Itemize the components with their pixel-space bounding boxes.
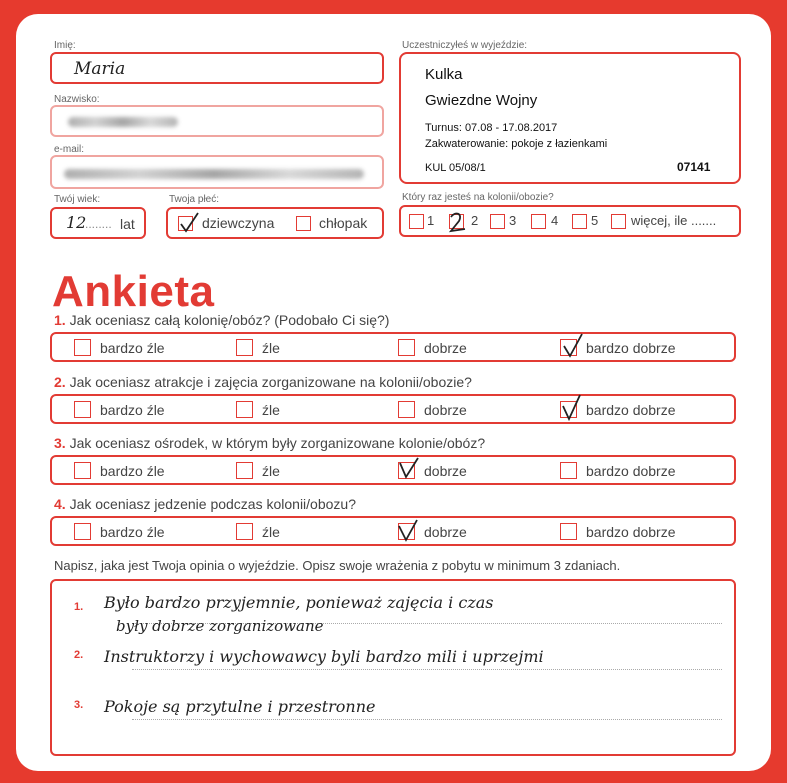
survey-sheet: [16, 14, 771, 771]
check-mark-icon: [178, 211, 202, 235]
q1-checkbox-very-bad[interactable]: [74, 339, 91, 356]
camp-line-2: Gwiezdne Wojny: [425, 92, 538, 109]
q1-option-bad: źle: [262, 340, 280, 356]
opinion-answer-2: Instruktorzy i wychowawcy byli bardzo mili i uprzejmi: [104, 647, 544, 666]
times-option-2: 2: [471, 213, 479, 228]
q4-option-bad: źle: [262, 524, 280, 540]
q4-checkbox-very-good[interactable]: [560, 523, 577, 540]
q2-checkbox-bad[interactable]: [236, 401, 253, 418]
times-option-3: 3: [509, 213, 517, 228]
email-label: e-mail:: [54, 144, 85, 155]
question-2-options: [50, 394, 736, 424]
email-field[interactable]: [50, 155, 384, 189]
opinion-answer-1a: Było bardzo przyjemnie, ponieważ zajęcia i czas: [104, 593, 494, 612]
email-redacted: [64, 169, 364, 179]
surname-redacted: [68, 117, 178, 127]
gender-label: Twoja płeć:: [169, 194, 220, 205]
times-checkbox-4[interactable]: [531, 214, 546, 229]
surname-field[interactable]: [50, 105, 384, 137]
name-field[interactable]: [50, 52, 384, 84]
q1-option-good: dobrze: [424, 340, 467, 356]
q2-checkbox-very-bad[interactable]: [74, 401, 91, 418]
check-mark-icon: [396, 455, 422, 483]
question-4-options: [50, 516, 736, 546]
check-mark-icon: [445, 209, 471, 235]
surname-label: Nazwisko:: [54, 94, 100, 105]
opinion-line-number-1: 1.: [74, 601, 84, 613]
name-label: Imię:: [54, 40, 76, 51]
opinion-line-number-2: 2.: [74, 649, 84, 661]
times-option-5: 5: [591, 213, 599, 228]
q2-option-bad: źle: [262, 402, 280, 418]
camp-line-1: Kulka: [425, 66, 463, 83]
q2-option-very-good: bardzo dobrze: [586, 402, 676, 418]
camp-id: 07141: [677, 160, 711, 174]
q1-checkbox-good[interactable]: [398, 339, 415, 356]
camp-label: Uczestniczyłeś w wyjeździe:: [402, 40, 528, 51]
times-checkbox-1[interactable]: [409, 214, 424, 229]
q1-option-very-good: bardzo dobrze: [586, 340, 676, 356]
opinion-prompt: Napisz, jaka jest Twoja opinia o wyjeździe. Opisz swoje wrażenia z pobytu w minimum 3 zdaniach.: [54, 558, 621, 573]
check-mark-icon: [558, 394, 584, 422]
q4-option-good: dobrze: [424, 524, 467, 540]
camp-turnus: Turnus: 07.08 - 17.08.2017: [425, 122, 558, 134]
times-option-1: 1: [427, 213, 435, 228]
age-field[interactable]: [50, 207, 146, 239]
q4-checkbox-bad[interactable]: [236, 523, 253, 540]
camp-accommodation: Zakwaterowanie: pokoje z łazienkami: [425, 138, 608, 150]
q2-option-very-bad: bardzo źle: [100, 402, 165, 418]
opinion-line-number-3: 3.: [74, 699, 84, 711]
opinion-answer-1b: były dobrze zorganizowane: [116, 617, 324, 635]
gender-option-boy: chłopak: [319, 215, 368, 231]
times-checkbox-5[interactable]: [572, 214, 587, 229]
age-label: Twój wiek:: [54, 194, 101, 205]
q3-checkbox-very-bad[interactable]: [74, 462, 91, 479]
times-checkbox-more[interactable]: [611, 214, 626, 229]
question-3-options: [50, 455, 736, 485]
ruled-line: [132, 719, 722, 720]
q3-option-bad: źle: [262, 463, 280, 479]
q2-option-good: dobrze: [424, 402, 467, 418]
ruled-line: [132, 669, 722, 670]
q4-option-very-good: bardzo dobrze: [586, 524, 676, 540]
times-option-more: więcej, ile .......: [631, 213, 717, 228]
gender-checkbox-boy[interactable]: [296, 216, 311, 231]
gender-field: [166, 207, 384, 239]
gender-option-girl: dziewczyna: [202, 215, 275, 231]
age-dots: ........: [85, 217, 112, 231]
times-option-4: 4: [551, 213, 559, 228]
q3-checkbox-bad[interactable]: [236, 462, 253, 479]
times-checkbox-3[interactable]: [490, 214, 505, 229]
opinion-answer-3: Pokoje są przytulne i przestronne: [104, 697, 376, 716]
q4-checkbox-very-bad[interactable]: [74, 523, 91, 540]
age-unit: lat: [120, 216, 135, 232]
q4-option-very-bad: bardzo źle: [100, 524, 165, 540]
question-3: 3. Jak oceniasz ośrodek, w którym były zorganizowane kolonie/obóz?: [54, 435, 486, 451]
check-mark-icon: [560, 332, 586, 360]
q2-checkbox-good[interactable]: [398, 401, 415, 418]
name-value: Maria: [74, 59, 126, 79]
times-label: Który raz jesteś na kolonii/obozie?: [402, 192, 554, 203]
survey-title: Ankieta: [52, 267, 215, 316]
question-4: 4. Jak oceniasz jedzenie podczas kolonii/obozu?: [54, 496, 356, 512]
question-1-options: [50, 332, 736, 362]
q3-option-good: dobrze: [424, 463, 467, 479]
camp-info-box: [399, 52, 741, 184]
q1-checkbox-bad[interactable]: [236, 339, 253, 356]
camp-code: KUL 05/08/1: [425, 162, 486, 174]
question-2: 2. Jak oceniasz atrakcje i zajęcia zorganizowane na kolonii/obozie?: [54, 374, 472, 390]
q3-option-very-bad: bardzo źle: [100, 463, 165, 479]
q1-option-very-bad: bardzo źle: [100, 340, 165, 356]
check-mark-icon: [396, 516, 422, 544]
times-field: [399, 205, 741, 237]
age-value: 12: [66, 213, 87, 232]
opinion-text-area[interactable]: [50, 579, 736, 756]
q3-option-very-good: bardzo dobrze: [586, 463, 676, 479]
question-1: 1. Jak oceniasz całą kolonię/obóz? (Podobało Ci się?): [54, 312, 390, 328]
q3-checkbox-very-good[interactable]: [560, 462, 577, 479]
